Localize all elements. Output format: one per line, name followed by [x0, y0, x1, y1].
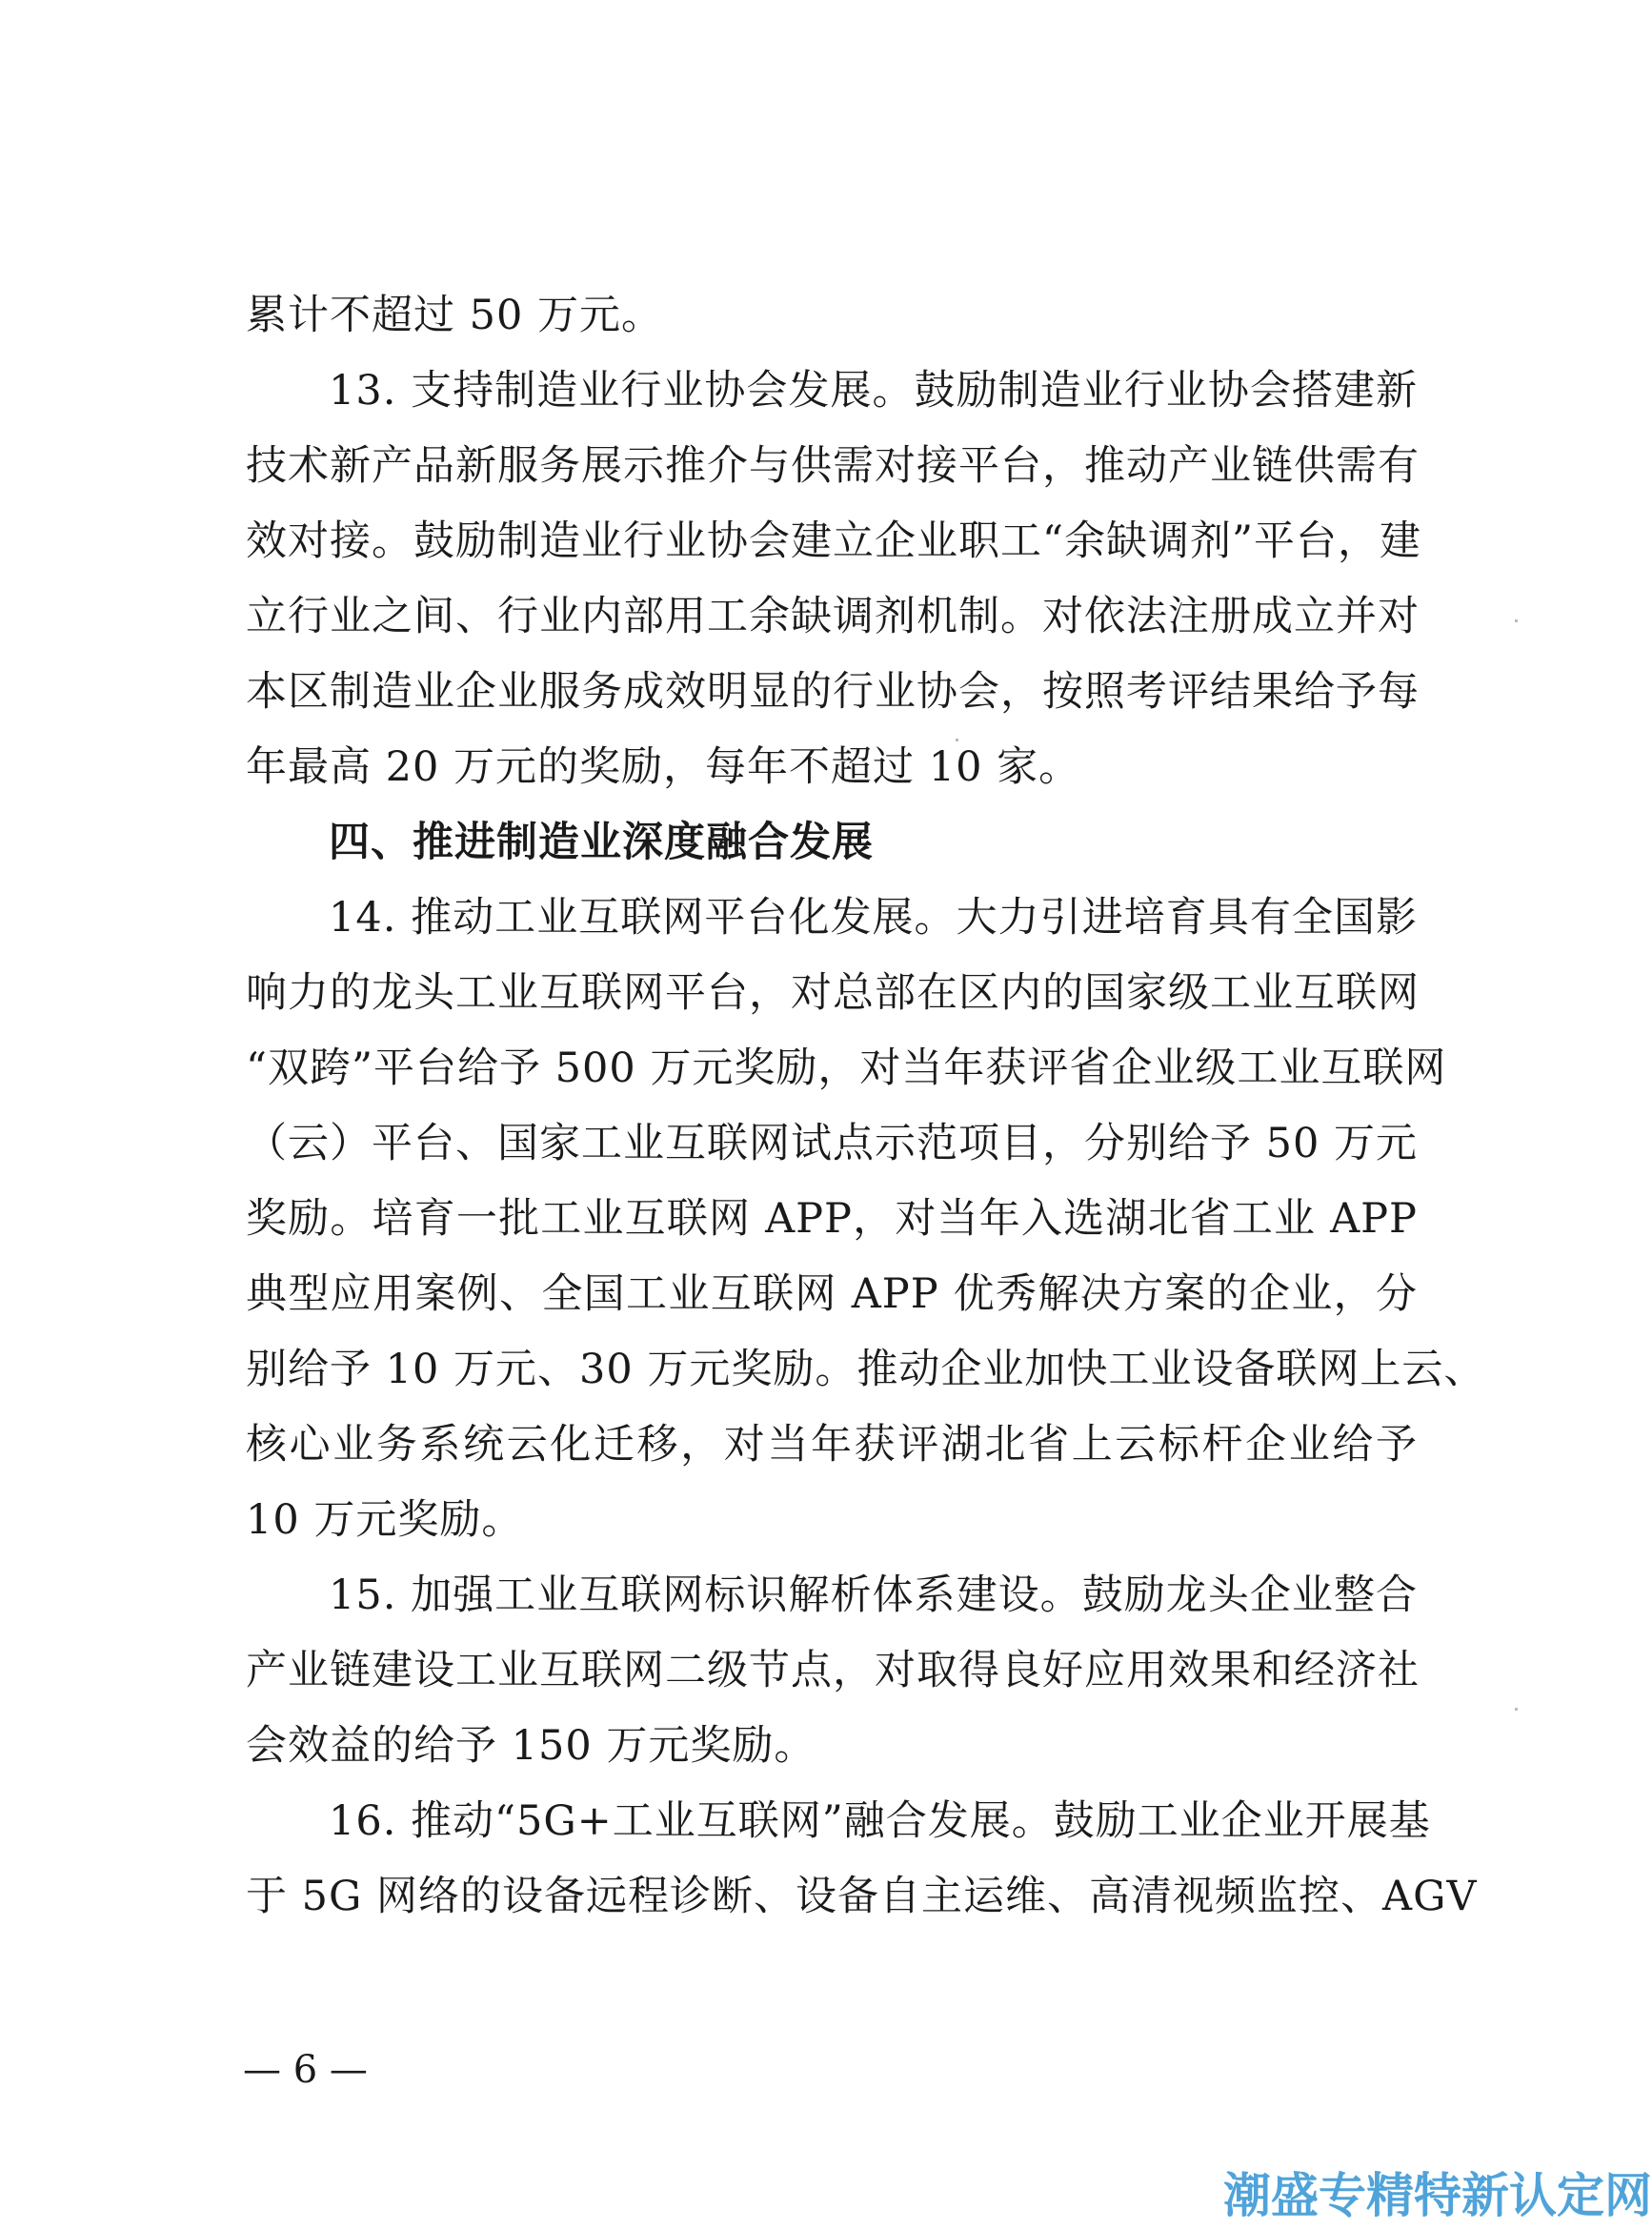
- text-line: 产业链建设工业互联网二级节点，对取得良好应用效果和经济社: [246, 1647, 1420, 1694]
- text-line: 奖励。培育一批工业互联网 APP，对当年入选湖北省工业 APP: [246, 1195, 1418, 1243]
- text-line: （云）平台、国家工业互联网试点示范项目，分别给予 50 万元: [246, 1120, 1419, 1167]
- paragraph-16-start: 16. 推动“5G+工业互联网”融合发展。鼓励工业企业开展基: [329, 1797, 1431, 1845]
- text-line: 10 万元奖励。: [246, 1496, 524, 1544]
- text-line: 响力的龙头工业互联网平台，对总部在区内的国家级工业互联网: [246, 969, 1420, 1017]
- text-line: 别给予 10 万元、30 万元奖励。推动企业加快工业设备联网上云、: [246, 1346, 1486, 1393]
- scan-speck: [1515, 1708, 1518, 1711]
- text-line: 技术新产品新服务展示推介与供需对接平台，推动产业链供需有: [246, 442, 1420, 490]
- site-watermark: 潮盛专精特新认定网: [1223, 2168, 1652, 2223]
- text-line: 效对接。鼓励制造业行业协会建立企业职工“余缺调剂”平台，建: [246, 517, 1421, 565]
- text-line: 累计不超过 50 万元。: [246, 292, 664, 339]
- paragraph-15-start: 15. 加强工业互联网标识解析体系建设。鼓励龙头企业整合: [329, 1571, 1418, 1619]
- paragraph-14-start: 14. 推动工业互联网平台化发展。大力引进培育具有全国影: [329, 894, 1418, 942]
- text-line: 典型应用案例、全国工业互联网 APP 优秀解决方案的企业，分: [246, 1270, 1418, 1318]
- section-heading: 四、推进制造业深度融合发展: [329, 819, 874, 866]
- scan-speck: [956, 739, 958, 741]
- text-line: 会效益的给予 150 万元奖励。: [246, 1722, 816, 1770]
- text-line: 于 5G 网络的设备远程诊断、设备自主运维、高清视频监控、AGV: [246, 1873, 1478, 1920]
- text-line: 本区制造业企业服务成效明显的行业协会，按照考评结果给予每: [246, 668, 1420, 716]
- scan-speck: [1515, 619, 1518, 622]
- text-line: 立行业之间、行业内部用工余缺调剂机制。对依法注册成立并对: [246, 593, 1420, 640]
- text-line: 年最高 20 万元的奖励，每年不超过 10 家。: [246, 743, 1081, 791]
- page-number: — 6 —: [243, 2048, 368, 2092]
- paragraph-13-start: 13. 支持制造业行业协会发展。鼓励制造业行业协会搭建新: [329, 367, 1418, 415]
- text-line: “双跨”平台给予 500 万元奖励，对当年获评省企业级工业互联网: [246, 1044, 1447, 1092]
- text-line: 核心业务系统云化迁移，对当年获评湖北省上云标杆企业给予: [246, 1421, 1418, 1469]
